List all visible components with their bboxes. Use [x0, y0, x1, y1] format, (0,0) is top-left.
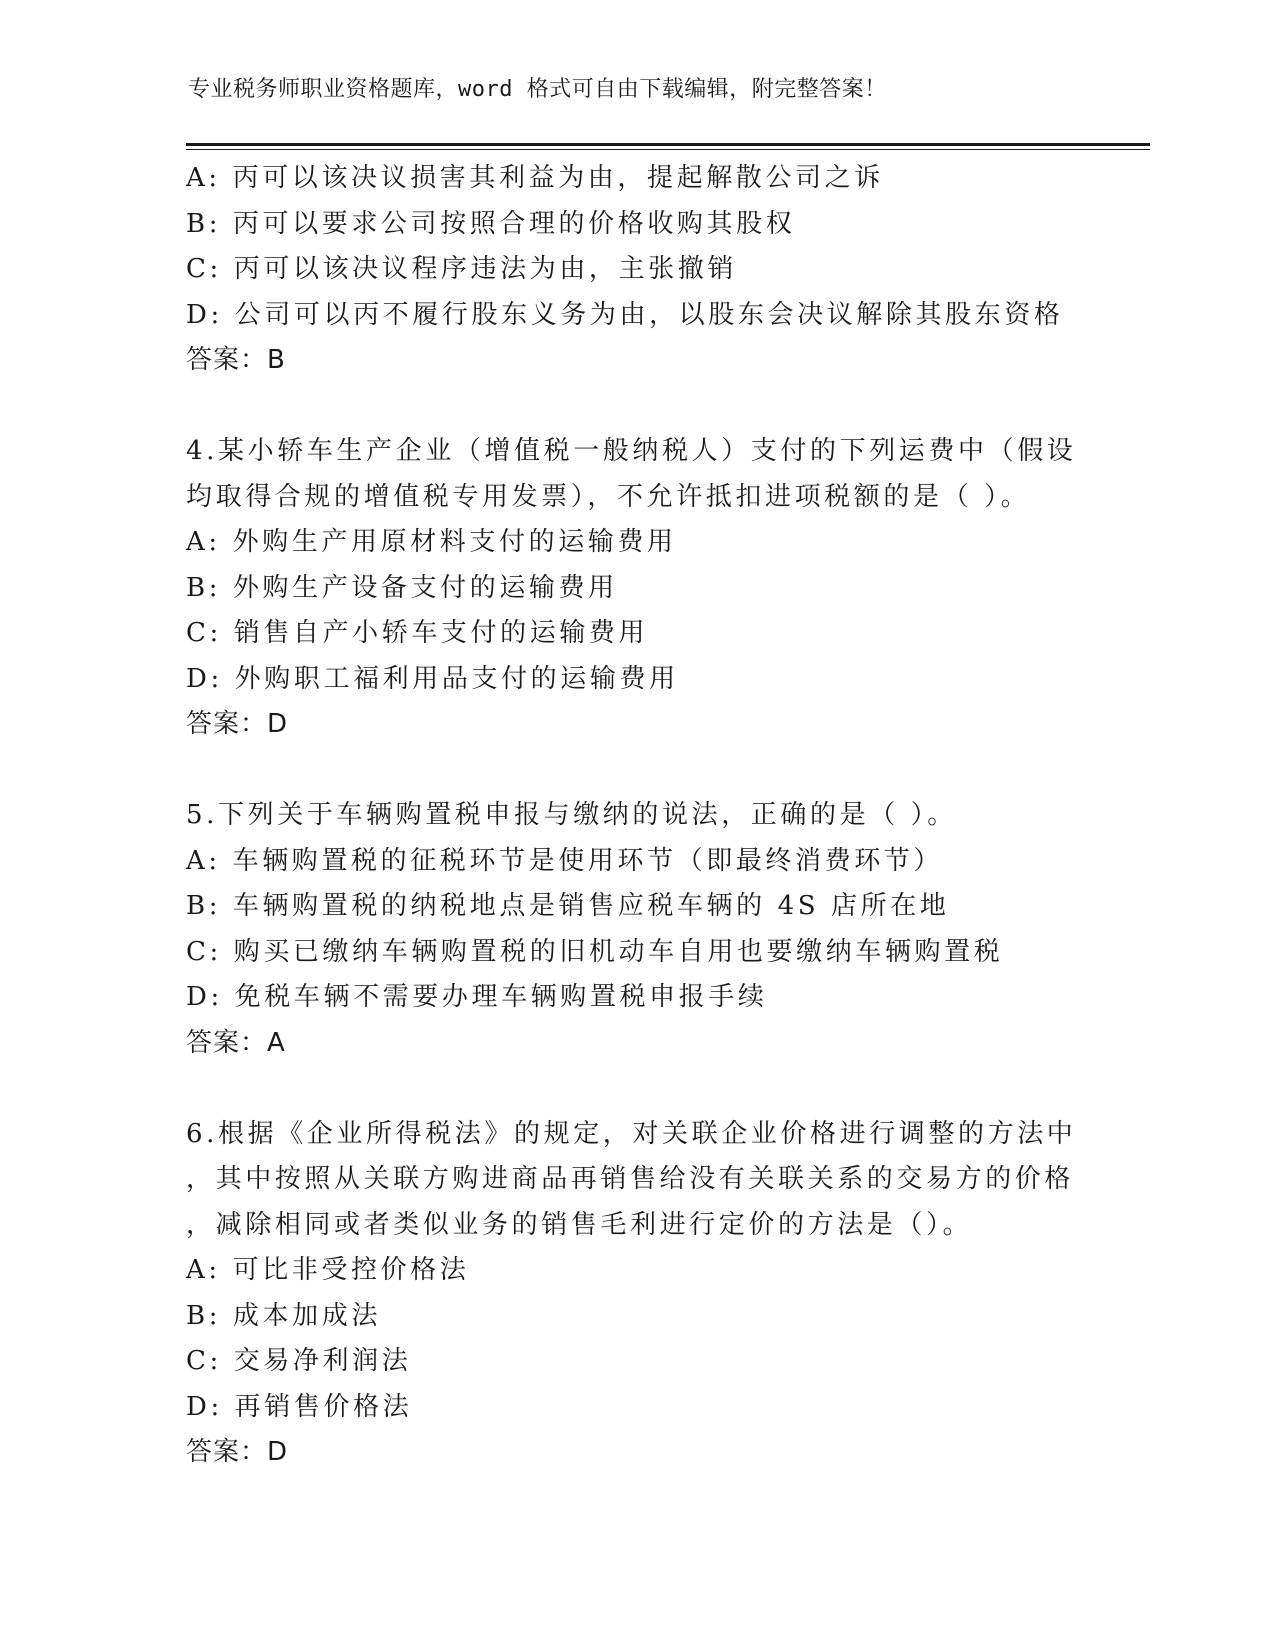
- question-stem-line: 5.下列关于车辆购置税申报与缴纳的说法，正确的是（ ）。: [186, 800, 957, 830]
- option-b: B: 车辆购置税的纳税地点是销售应税车辆的 4S 店所在地: [186, 891, 950, 921]
- question-stem-line: 4.某小轿车生产企业（增值税一般纳税人）支付的下列运费中（假设: [186, 436, 1077, 466]
- question-3: [186, 156, 1086, 384]
- spacer: [186, 1066, 1086, 1112]
- option-b: B: 外购生产设备支付的运输费用: [186, 572, 618, 603]
- spacer: [186, 748, 1086, 794]
- header-rule-thick: [186, 143, 1150, 146]
- option-c: C: 交易净利润法: [186, 1346, 412, 1376]
- question-4: [186, 429, 1086, 748]
- option-c: C: 丙可以该决议程序违法为由，主张撤销: [186, 254, 737, 284]
- option-a: A: 可比非受控价格法: [186, 1255, 470, 1285]
- answer: 答案：A: [186, 1027, 286, 1058]
- option-d: D: 公司可以丙不履行股东义务为由，以股东会决议解除其股东资格: [186, 299, 1064, 330]
- option-d: D: 外购职工福利用品支付的运输费用: [186, 663, 679, 694]
- spacer: [186, 384, 1086, 430]
- option-a: A: 车辆购置税的征税环节是使用环节（即最终消费环节）: [186, 845, 944, 876]
- answer: 答案：D: [186, 1437, 289, 1467]
- page-header: 专业税务师职业资格题库，word 格式可自由下载编辑，附完整答案！: [188, 77, 887, 102]
- option-a: A: 丙可以该决议损害其利益为由，提起解散公司之诉: [186, 163, 884, 193]
- option-a: A: 外购生产用原材料支付的运输费用: [186, 527, 677, 557]
- option-c: C: 销售自产小轿车支付的运输费用: [186, 618, 649, 648]
- question-6: [186, 1112, 1086, 1476]
- option-c: C: 购买已缴纳车辆购置税的旧机动车自用也要缴纳车辆购置税: [186, 936, 1004, 967]
- question-stem-line: 6.根据《企业所得税法》的规定，对关联企业价格进行调整的方法中: [186, 1118, 1077, 1149]
- option-d: D: 免税车辆不需要办理车辆购置税申报手续: [186, 982, 768, 1012]
- answer: 答案：B: [186, 345, 286, 375]
- answer: 答案：D: [186, 709, 289, 739]
- question-content: [186, 156, 1086, 1476]
- question-stem-line: ，减除相同或者类似业务的销售毛利进行定价的方法是（）。: [186, 1209, 973, 1240]
- option-b: B: 丙可以要求公司按照合理的价格收购其股权: [186, 208, 796, 239]
- question-stem-line: ，其中按照从关联方购进商品再销售给没有关联关系的交易方的价格: [186, 1164, 1075, 1194]
- question-stem-line: 均取得合规的增值税专用发票），不允许抵扣进项税额的是（ ）。: [186, 481, 1031, 512]
- question-5: [186, 793, 1086, 1066]
- option-d: D: 再销售价格法: [186, 1391, 413, 1422]
- header-rule-thin: [186, 149, 1150, 150]
- option-b: B: 成本加成法: [186, 1300, 381, 1331]
